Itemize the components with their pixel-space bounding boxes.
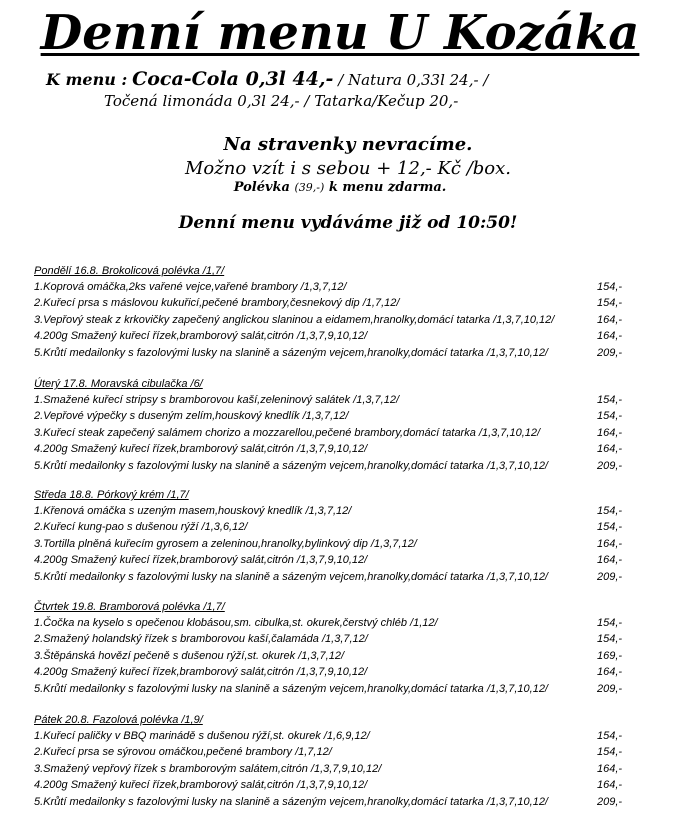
menu-item-text: 1.Křenová omáčka s uzeným masem,houskový knedlík /1,3,7,12/ xyxy=(34,505,352,517)
day-header: Pondělí 16.8. Brokolicová polévka /1,7/ xyxy=(34,265,225,277)
menu-item-text: 1.Koprová omáčka,2ks vařené vejce,vařené brambory /1,3,7,12/ xyxy=(34,281,347,293)
note-soup-price: (39,-) xyxy=(294,181,325,194)
menu-item-price: 209,- xyxy=(597,459,623,472)
menu-item-text: 4.200g Smažený kuřecí řízek,bramborový salát,citrón /1,3,7,9,10,12/ xyxy=(34,330,368,343)
day-header: Čtvrtek 19.8. Bramborová polévka /1,7/ xyxy=(34,601,225,613)
drinks-prefix: K menu : xyxy=(46,70,128,89)
menu-item-price: 154,- xyxy=(597,730,623,742)
menu-item-text: 2.Kuřecí kung-pao s dušenou rýží /1,3,6,12/ xyxy=(34,521,248,534)
menu-item-price: 209,- xyxy=(597,346,623,359)
menu-item-price: 154,- xyxy=(597,521,623,534)
menu-item-price: 164,- xyxy=(597,762,623,775)
menu-item-text: 5.Krůtí medailonky s fazolovými lusky na slanině a sázeným vejcem,hranolky,domácí tatarka /1,3,7,10,12/ xyxy=(34,346,548,359)
menu-item-price: 154,- xyxy=(597,410,623,423)
menu-item-text: 1.Čočka na kyselo s opečenou klobásou,sm. cibulka,st. okurek,čerstvý chléb /1,12/ xyxy=(34,617,438,629)
menu-item-text: 3.Smažený vepřový řízek s bramborovým salátem,citrón /1,3,7,9,10,12/ xyxy=(34,762,382,775)
menu-item-text: 4.200g Smažený kuřecí řízek,bramborový salát,citrón /1,3,7,9,10,12/ xyxy=(34,443,368,456)
menu-item xyxy=(34,458,634,474)
menu-item xyxy=(34,441,634,457)
menu-item-price: 164,- xyxy=(597,666,623,679)
day-header: Úterý 17.8. Moravská cibulačka /6/ xyxy=(34,378,203,390)
menu-item xyxy=(34,728,634,744)
menu-item xyxy=(34,761,634,777)
menu-item-price: 169,- xyxy=(597,649,623,662)
menu-title: Denní menu U Kozáka xyxy=(40,5,640,61)
menu-item xyxy=(34,664,634,680)
menu-item xyxy=(34,631,634,647)
menu-item-text: 3.Tortilla plněná kuřecím gyrosem a zeleninou,hranolky,bylinkový dip /1,3,7,12/ xyxy=(34,537,417,550)
menu-item-text: 5.Krůtí medailonky s fazolovými lusky na slanině a sázeným vejcem,hranolky,domácí tatarka /1,3,7,10,12/ xyxy=(34,682,548,695)
menu-item xyxy=(34,295,634,311)
menu-item-text: 4.200g Smažený kuřecí řízek,bramborový salát,citrón /1,3,7,9,10,12/ xyxy=(34,666,368,679)
day-section xyxy=(34,487,634,585)
menu-item xyxy=(34,777,634,793)
menu-item xyxy=(34,536,634,552)
menu-item-price: 154,- xyxy=(597,633,623,646)
menu-item xyxy=(34,503,634,519)
menu-item-price: 164,- xyxy=(597,313,623,326)
menu-item-text: 3.Vepřový steak z krkovičky zapečený anglickou slaninou a eidamem,hranolky,domácí tatarka /1,3,7,10,12/ xyxy=(34,313,555,326)
menu-item-text: 4.200g Smažený kuřecí řízek,bramborový salát,citrón /1,3,7,9,10,12/ xyxy=(34,554,368,567)
menu-item xyxy=(34,519,634,535)
menu-item-text: 2.Kuřecí prsa se sýrovou omáčkou,pečené brambory /1,7,12/ xyxy=(34,746,332,759)
menu-item xyxy=(34,744,634,760)
menu-item-price: 164,- xyxy=(597,554,623,567)
menu-item-text: 5.Krůtí medailonky s fazolovými lusky na slanině a sázeným vejcem,hranolky,domácí tatarka /1,3,7,10,12/ xyxy=(34,795,548,808)
menu-item-price: 154,- xyxy=(597,746,623,759)
note-serving-time: Denní menu vydáváme již od 10:50! xyxy=(178,213,518,233)
menu-item-text: 5.Krůtí medailonky s fazolovými lusky na slanině a sázeným vejcem,hranolky,domácí tatarka /1,3,7,10,12/ xyxy=(34,459,548,472)
day-header: Středa 18.8. Pórkový krém /1,7/ xyxy=(34,489,189,501)
note-stravenky: Na stravenky nevracíme. xyxy=(223,134,473,155)
menu-item xyxy=(34,552,634,568)
menu-item-text: 1.Kuřecí paličky v BBQ marinádě s dušenou rýží,st. okurek /1,6,9,12/ xyxy=(34,730,370,742)
menu-item-price: 154,- xyxy=(597,394,623,406)
menu-item-text: 4.200g Smažený kuřecí řízek,bramborový salát,citrón /1,3,7,9,10,12/ xyxy=(34,779,368,792)
menu-item-text: 3.Kuřecí steak zapečený salámem chorizo a mozzarellou,pečené brambory,domácí tatarka /1,3,7,10,12/ xyxy=(34,426,541,439)
menu-item-price: 154,- xyxy=(597,617,623,629)
menu-item-price: 164,- xyxy=(597,330,623,343)
menu-item-price: 154,- xyxy=(597,297,623,310)
menu-item-price: 164,- xyxy=(597,443,623,456)
menu-item-text: 2.Smažený holandský řízek s bramborovou kaší,čalamáda /1,3,7,12/ xyxy=(34,633,368,646)
drinks-line1-rest: / Natura 0,33l 24,- / xyxy=(333,71,489,89)
menu-item xyxy=(34,648,634,664)
menu-item xyxy=(34,681,634,697)
menu-item-price: 154,- xyxy=(597,505,623,517)
menu-item xyxy=(34,408,634,424)
drinks-line-1 xyxy=(46,68,488,91)
menu-item-text: 3.Štěpánská hovězí pečeně s dušenou rýží,st. okurek /1,3,7,12/ xyxy=(34,649,345,662)
day-section xyxy=(34,599,634,697)
menu-item-text: 2.Kuřecí prsa s máslovou kukuřicí,pečené brambory,česnekový dip /1,7,12/ xyxy=(34,297,400,310)
note-takeaway: Možno vzít i s sebou + 12,- Kč /box. xyxy=(184,158,512,179)
menu-item-text: 1.Smažené kuřecí stripsy s bramborovou kaší,zeleninový salátek /1,3,7,12/ xyxy=(34,394,400,406)
menu-item-price: 209,- xyxy=(597,682,623,695)
menu-item xyxy=(34,392,634,408)
drinks-line-2: Točená limonáda 0,3l 24,- / Tatarka/Kečup 20,- xyxy=(104,92,459,110)
menu-item-text: 5.Krůtí medailonky s fazolovými lusky na slanině a sázeným vejcem,hranolky,domácí tatarka /1,3,7,10,12/ xyxy=(34,570,548,583)
note-soup xyxy=(0,179,680,197)
menu-item xyxy=(34,794,634,810)
menu-item-price: 154,- xyxy=(597,281,623,293)
menu-item xyxy=(34,279,634,295)
menu-item-price: 209,- xyxy=(597,795,623,808)
note-soup-b: k menu zdarma. xyxy=(328,180,447,195)
day-section xyxy=(34,376,634,474)
day-section xyxy=(34,263,634,361)
menu-item xyxy=(34,328,634,344)
menu-item xyxy=(34,345,634,361)
menu-item xyxy=(34,615,634,631)
menu-item-price: 164,- xyxy=(597,537,623,550)
menu-item-price: 164,- xyxy=(597,426,623,439)
day-header: Pátek 20.8. Fazolová polévka /1,9/ xyxy=(34,714,203,726)
note-soup-a: Polévka xyxy=(233,180,290,195)
menu-item xyxy=(34,569,634,585)
menu-item-price: 164,- xyxy=(597,779,623,792)
menu-item xyxy=(34,425,634,441)
menu-item-price: 209,- xyxy=(597,570,623,583)
menu-item-text: 2.Vepřové výpečky s duseným zelím,houskový knedlík /1,3,7,12/ xyxy=(34,410,349,423)
drinks-cola: Coca-Cola 0,3l 44,- xyxy=(132,68,334,90)
menu-item xyxy=(34,312,634,328)
day-section xyxy=(34,712,634,810)
